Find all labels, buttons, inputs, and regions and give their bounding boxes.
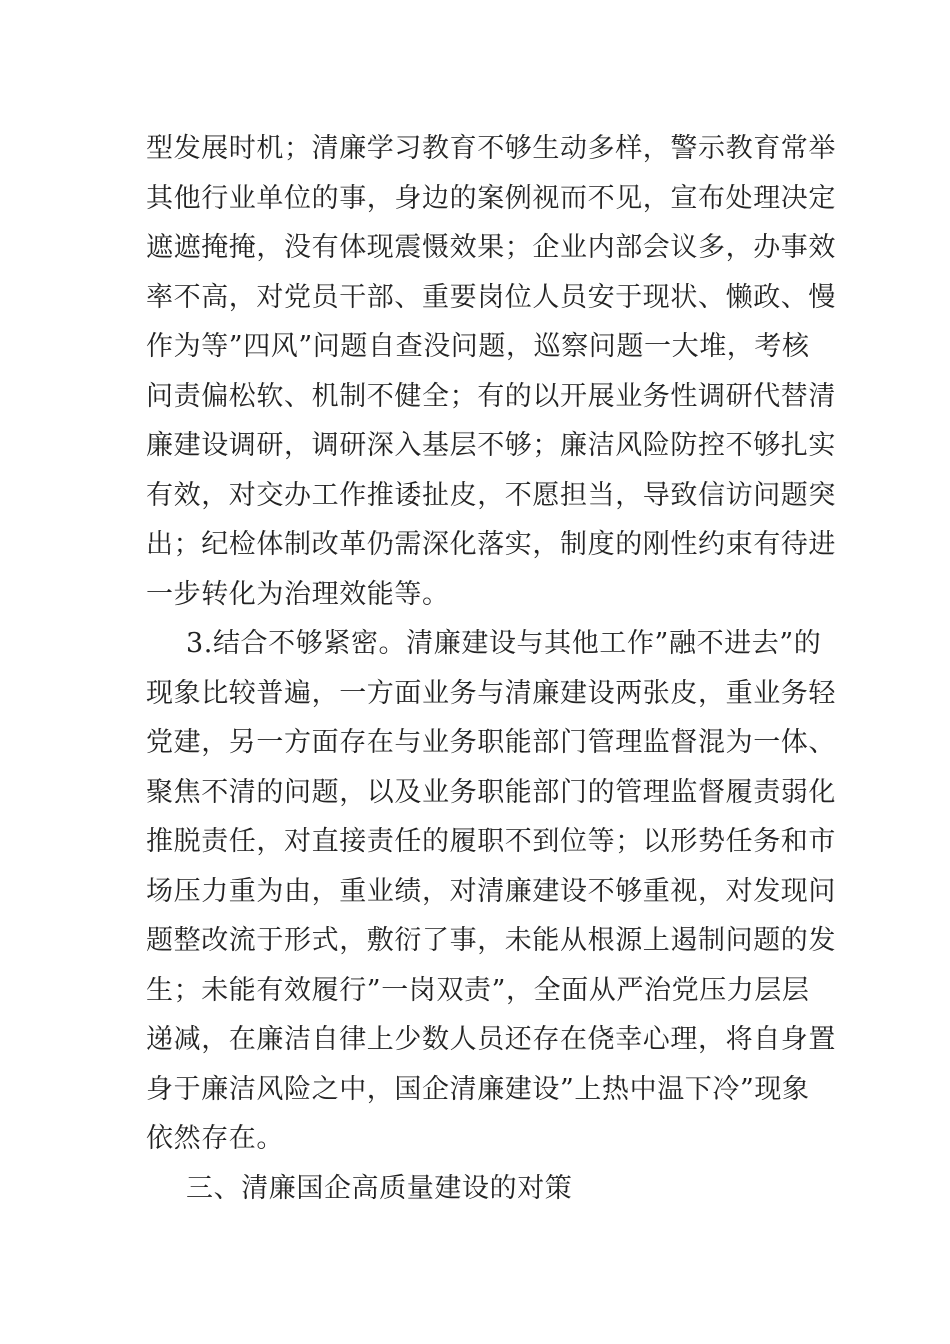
text-line: 作为等”四风”问题自查没问题，巡察问题一大堆，考核 [146,331,810,362]
text-line: 身于廉洁风险之中，国企清廉建设”上热中温下冷”现象 [146,1073,810,1105]
text-line: 廉建设调研，调研深入基层不够；廉洁风险防控不够扎实 [146,430,836,461]
text-line: 场压力重为由，重业绩，对清廉建设不够重视，对发现问 [146,875,836,907]
text-line: 题整改流于形式，敷衍了事，未能从根源上遏制问题的发 [146,925,836,956]
paragraph-2 [146,619,836,1164]
text-line: 现象比较普遍，一方面业务与清廉建设两张皮，重业务轻 [146,677,836,709]
text-line: 聚焦不清的问题，以及业务职能部门的管理监督履责弱化 [146,776,836,808]
text-line: 3.结合不够紧密。清廉建设与其他工作”融不进去”的 [186,628,822,659]
text-line: 出；纪检体制改革仍需深化落实，制度的刚性约束有待进 [146,529,836,560]
text-line: 一步转化为治理效能等。 [146,578,450,610]
document-body [146,124,836,1213]
text-line: 依然存在。 [146,1123,284,1154]
text-line: 率不高，对党员干部、重要岗位人员安于现状、懒政、慢 [146,281,836,313]
text-line: 递减，在廉洁自律上少数人员还存在侥幸心理，将自身置 [146,1024,836,1055]
paragraph-1 [146,124,836,619]
text-line: 生；未能有效履行”一岗双责”，全面从严治党压力层层 [146,974,810,1006]
text-line: 其他行业单位的事，身边的案例视而不见，宣布处理决定 [146,182,836,214]
text-line: 推脱责任，对直接责任的履职不到位等；以形势任务和市 [146,826,836,857]
text-line: 党建，另一方面存在与业务职能部门管理监督混为一体、 [146,727,836,758]
section-heading: 三、清廉国企高质量建设的对策 [186,1172,573,1204]
text-line: 问责偏松软、机制不健全；有的以开展业务性调研代替清 [146,380,836,412]
text-line: 遮遮掩掩，没有体现震慑效果；企业内部会议多，办事效 [146,232,836,263]
text-line: 有效，对交办工作推诿扯皮，不愿担当，导致信访问题突 [146,479,836,511]
text-line: 型发展时机；清廉学习教育不够生动多样，警示教育常举 [146,133,836,164]
